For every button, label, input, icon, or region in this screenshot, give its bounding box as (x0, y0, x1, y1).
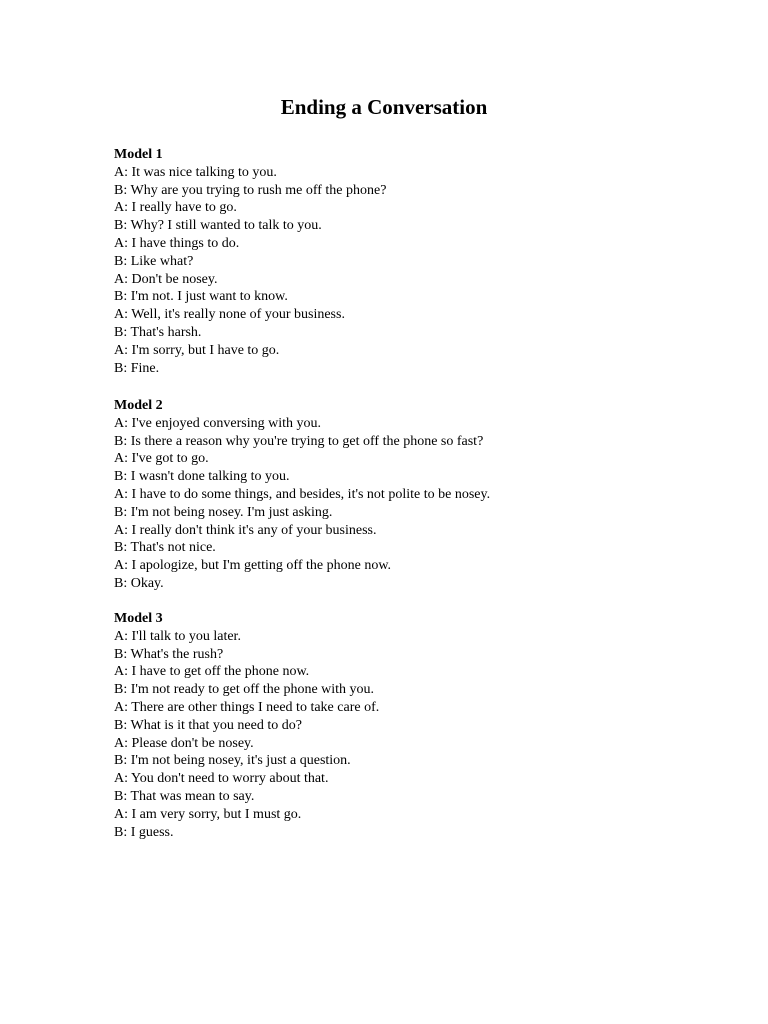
dialogue-line: A: It was nice talking to you. (114, 164, 277, 180)
dialogue-line: B: Why? I still wanted to talk to you. (114, 218, 322, 234)
dialogue-line: A: Please don't be nosey. (114, 735, 254, 751)
dialogue-line: B: I'm not being nosey. I'm just asking. (114, 504, 333, 520)
dialogue-line: A: I'll talk to you later. (114, 628, 241, 644)
dialogue-line: B: Why are you trying to rush me off the phone? (114, 182, 387, 198)
dialogue-line: B: That's not nice. (114, 540, 216, 556)
dialogue-line: B: What is it that you need to do? (114, 717, 302, 733)
dialogue-line: A: There are other things I need to take care of. (114, 699, 380, 715)
model-1-section (114, 146, 734, 377)
dialogue-line: A: I apologize, but I'm getting off the phone now. (114, 558, 392, 574)
document-title: Ending a Conversation (280, 95, 488, 119)
dialogue-line: B: I'm not being nosey, it's just a question. (114, 753, 351, 769)
dialogue-line: B: Like what? (114, 253, 194, 269)
dialogue-line: B: That was mean to say. (114, 788, 255, 804)
model-3-section (114, 610, 734, 841)
model-2-section (114, 397, 734, 593)
dialogue-line: A: I have things to do. (114, 235, 240, 251)
dialogue-line: B: What's the rush? (114, 646, 224, 662)
model-heading: Model 1 (114, 147, 163, 162)
dialogue-line: A: I've enjoyed conversing with you. (114, 415, 322, 431)
dialogue-line: A: Don't be nosey. (114, 271, 218, 287)
dialogue-line: B: I'm not ready to get off the phone with you. (114, 682, 375, 698)
dialogue-line: B: I'm not. I just want to know. (114, 289, 288, 305)
dialogue-line: A: I've got to go. (114, 451, 209, 467)
model-heading: Model 2 (114, 398, 163, 413)
dialogue-line: B: Fine. (114, 360, 160, 376)
dialogue-line: B: That's harsh. (114, 324, 202, 340)
dialogue-line: B: Is there a reason why you're trying to get off the phone so fast? (114, 433, 484, 449)
model-heading: Model 3 (114, 611, 163, 626)
dialogue-line: B: I guess. (114, 824, 174, 840)
dialogue-line: A: I really don't think it's any of your business. (114, 522, 377, 538)
dialogue-line: A: I have to do some things, and besides, it's not polite to be nosey. (114, 486, 491, 502)
dialogue-line: A: I really have to go. (114, 200, 237, 216)
dialogue-line: A: You don't need to worry about that. (114, 771, 329, 787)
dialogue-line: B: Okay. (114, 575, 164, 591)
dialogue-line: A: I have to get off the phone now. (114, 664, 310, 680)
dialogue-line: B: I wasn't done talking to you. (114, 469, 290, 485)
dialogue-line: A: Well, it's really none of your business. (114, 307, 345, 323)
dialogue-line: A: I'm sorry, but I have to go. (114, 342, 280, 358)
dialogue-line: A: I am very sorry, but I must go. (114, 806, 302, 822)
